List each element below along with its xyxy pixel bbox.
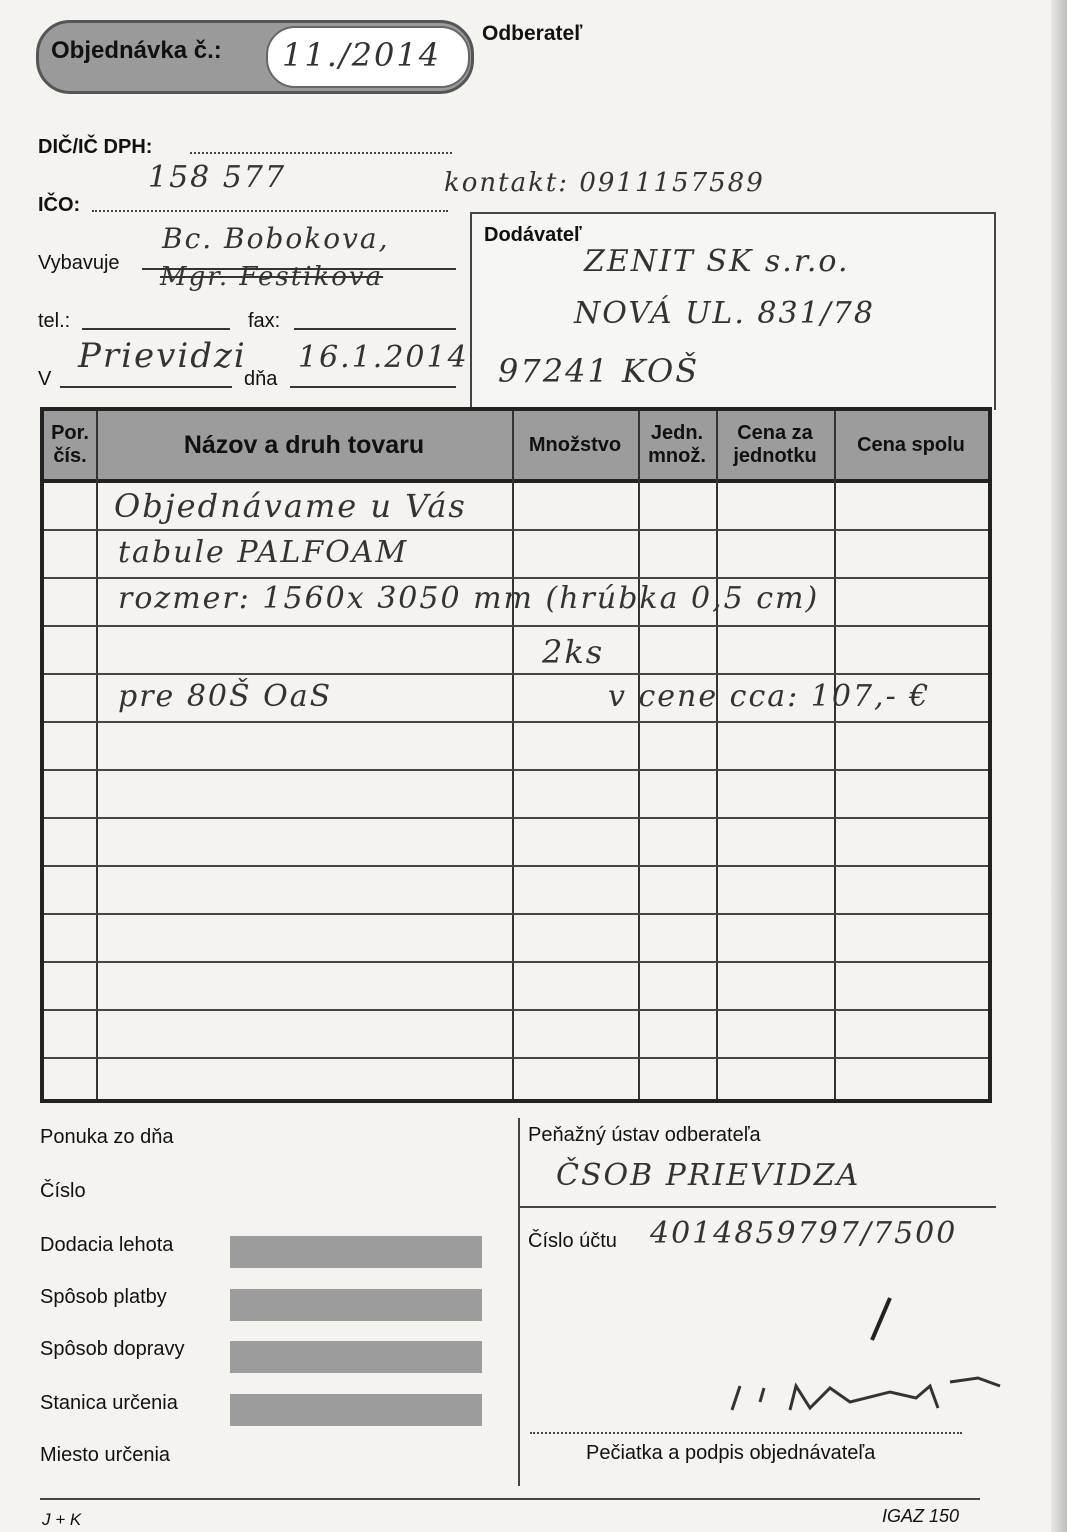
row-divider (44, 625, 988, 627)
date-field (290, 386, 456, 388)
place-field (60, 386, 232, 388)
form-code-right: IGAZ 150 (882, 1506, 960, 1526)
signature-line (530, 1432, 962, 1434)
col-divider (96, 411, 98, 1099)
date-value: 16.1.2014 (298, 340, 469, 375)
payment-field (230, 1289, 482, 1321)
vybavuje-value-2: Mgr. Festikova (160, 262, 384, 292)
contact-phone: kontakt: 0911157589 (444, 168, 765, 198)
offer-date-label: Ponuka zo dňa (40, 1126, 174, 1148)
col-divider (834, 411, 836, 1099)
col-divider (512, 411, 514, 1099)
form-code-left: J + K (42, 1510, 82, 1529)
supplier-line-3: 97241 KOŠ (498, 352, 700, 390)
ico-label: IČO: (38, 194, 81, 216)
stamp-label: Pečiatka a podpis objednávateľa (586, 1442, 876, 1464)
dic-label: DIČ/IČ DPH: (38, 136, 153, 158)
customer-heading: Odberateľ (482, 22, 583, 45)
place-label-footer: Miesto určenia (40, 1444, 171, 1466)
account-value: 4014859797/7500 (650, 1216, 958, 1251)
item-line-1: Objednávame u Vás (114, 487, 467, 525)
row-divider (44, 1009, 988, 1011)
delivery-label: Dodacia lehota (40, 1234, 174, 1256)
tel-field (82, 328, 230, 330)
row-divider (44, 529, 988, 531)
items-table (40, 407, 992, 1103)
vybavuje-label: Vybavuje (38, 252, 120, 274)
bottom-line (40, 1498, 980, 1500)
station-field (230, 1394, 482, 1426)
item-line-3: rozmer: 1560x 3050 mm (hrúbka 0,5 cm) (118, 581, 820, 616)
row-divider (44, 769, 988, 771)
header-total: Cena spolu (857, 433, 965, 456)
page-edge-shadow (1051, 0, 1067, 1532)
order-number: 11./2014 (282, 36, 442, 74)
order-number-field (266, 26, 470, 88)
ico-value: 158 577 (148, 160, 287, 195)
payment-label: Spôsob platby (40, 1286, 167, 1308)
account-label: Číslo účtu (528, 1230, 617, 1252)
row-divider (44, 673, 988, 675)
transport-label: Spôsob dopravy (40, 1338, 185, 1360)
dic-field (190, 152, 452, 154)
signature (720, 1290, 1020, 1430)
delivery-field (230, 1236, 482, 1268)
item-line-2: tabule PALFOAM (118, 535, 409, 570)
header-qty: Množstvo (528, 433, 622, 456)
row-divider (44, 577, 988, 579)
col-divider (716, 411, 718, 1099)
item-qty: 2ks (542, 633, 605, 671)
supplier-line-1: ZENIT SK s.r.o. (584, 244, 850, 279)
table-header (44, 411, 988, 483)
vybavuje-value-1: Bc. Bobokova, (162, 222, 390, 255)
row-divider (44, 817, 988, 819)
supplier-heading: Dodávateľ (484, 224, 582, 246)
fax-label: fax: (248, 310, 281, 332)
transport-field (230, 1341, 482, 1373)
row-divider (44, 865, 988, 867)
bank-label: Peňažný ústav odberateľa (528, 1124, 761, 1146)
item-line-5: pre 80Š OaS (118, 679, 333, 714)
tel-label: tel.: (38, 310, 71, 332)
row-divider (44, 961, 988, 963)
fax-field (294, 328, 456, 330)
place-label: V (38, 368, 52, 390)
header-por: Por. čís. (51, 422, 89, 467)
row-divider (44, 721, 988, 723)
station-label: Stanica určenia (40, 1392, 178, 1414)
supplier-box (470, 212, 996, 410)
ico-field (92, 210, 448, 212)
row-divider (44, 913, 988, 915)
number-label: Číslo (40, 1180, 86, 1202)
col-divider (638, 411, 640, 1099)
row-divider (44, 1057, 988, 1059)
supplier-line-2: NOVÁ UL. 831/78 (574, 296, 875, 331)
order-title: Objednávka č.: (51, 37, 222, 64)
date-label: dňa (244, 368, 278, 390)
bank-divider (520, 1206, 996, 1208)
bank-value: ČSOB PRIEVIDZA (556, 1158, 861, 1193)
header-unit: Jedn. množ. (648, 422, 706, 467)
item-price: v cene cca: 107,- € (608, 679, 931, 714)
header-name: Názov a druh tovaru (183, 430, 425, 459)
footer-divider (518, 1118, 520, 1486)
header-unit-price: Cena za jednotku (733, 422, 817, 467)
place-value: Prievidzi (78, 336, 247, 376)
